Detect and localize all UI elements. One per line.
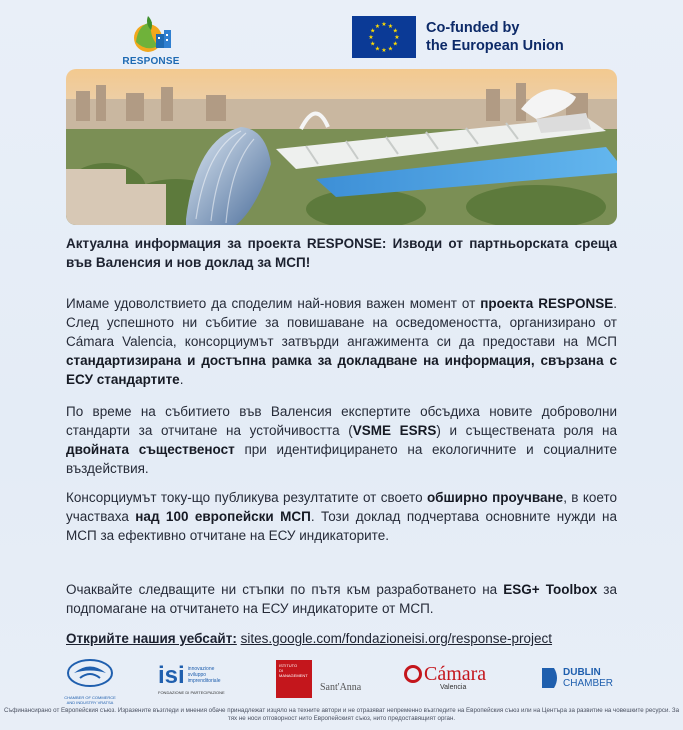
dublin-emblem-icon	[540, 666, 560, 690]
text: ) и съществената роля на	[436, 423, 618, 438]
text: Консорциумът току-що публикува резултатите от своето	[66, 490, 427, 505]
website-line	[66, 629, 626, 648]
eu-star-icon: ★	[392, 41, 398, 48]
eu-star-icon: ★	[370, 28, 376, 35]
santanna-line-2: DI MANAGEMENT	[279, 668, 308, 678]
text: за подпомагане на отчитането на ЕСУ индикаторите от МСП.	[66, 582, 617, 616]
text: . Този доклад подчертава основните нужди на МСП за ефективно отчитане на ЕСУ индикаторите.	[66, 509, 617, 543]
text: Имаме удоволствието да споделим най-новия важен момент от	[66, 296, 481, 311]
isi-line-1: innovazione	[187, 666, 215, 672]
response-logo-word: RESPONSE	[122, 56, 180, 67]
eu-cofunded-badge	[352, 14, 564, 60]
text: , в което участваха	[66, 490, 617, 524]
text: Очаквайте следващите ни стъпки по пътя към разработването на	[66, 582, 504, 597]
bold-text: ESG+ Toolbox	[503, 582, 598, 597]
santanna-red-block	[276, 660, 312, 698]
vratsa-emblem-icon	[64, 658, 116, 688]
partner-logo-vratsa	[64, 658, 116, 704]
article-title: Актуална информация за проекта RESPONSE: Изводи от партньорската среща във Валенсия и нов доклад за МСП!	[66, 236, 617, 270]
eu-star-icon: ★	[387, 46, 394, 53]
vratsa-name: CHAMBER OF COMMERCE AND INDUSTRY VRATSA	[64, 695, 116, 705]
bold-text: VSME ESRS	[352, 423, 437, 438]
hero-image-valencia	[66, 69, 617, 225]
isi-line-3: imprenditoriale	[187, 678, 221, 684]
eu-star-icon: ★	[368, 35, 374, 42]
camara-emblem-icon	[404, 665, 422, 683]
isi-mark: isi	[158, 662, 185, 689]
eu-line-2: the European Union	[426, 38, 564, 54]
bold-text: проекта RESPONSE	[480, 296, 614, 311]
isi-line-4: FONDAZIONE DI PARTECIPAZIONE	[158, 690, 225, 695]
dublin-line-2: CHAMBER	[563, 678, 614, 689]
eu-star-icon: ★	[392, 28, 398, 35]
response-logo	[118, 12, 184, 70]
website-link[interactable]: sites.google.com/fondazioneisi.org/response-project	[240, 631, 553, 646]
eu-star-icon: ★	[381, 48, 387, 55]
text: .	[179, 372, 184, 387]
camara-city: Valencia	[440, 684, 467, 691]
partner-logos	[0, 658, 683, 704]
header	[0, 10, 683, 70]
bold-text: обширно проучване	[426, 490, 564, 505]
camara-name: Cámara	[424, 663, 487, 685]
eu-flag-icon	[352, 16, 416, 58]
partner-logo-isi	[158, 658, 238, 704]
eu-star-icon: ★	[374, 23, 381, 30]
isi-line-2: sviluppo	[187, 672, 207, 678]
text: при идентифицирането на екологичните и социалните въздействия.	[66, 442, 617, 476]
paragraph-intro	[66, 294, 617, 389]
text: По време на събитието във Валенсия експертите обсъдиха новите доброволни стандарти за отчитане на устойчивостта (	[66, 404, 617, 438]
eu-line-1: Co-funded by	[426, 20, 520, 36]
bold-text: двойната същественост	[66, 442, 235, 457]
eu-star-icon: ★	[387, 23, 394, 30]
partner-logo-dublin	[540, 658, 624, 704]
website-label: Открийте нашия уебсайт:	[66, 631, 237, 646]
partner-logo-camara	[404, 658, 496, 704]
footer-disclaimer: Съфинансирано от Европейския съюз. Изразените възгледи и мнения обаче принадлежат изцяло на техните автори и не отразяват непременно възгледите на Европейския съюз или на Центъра за развитие на човешките ресурси. За тях не носи отговорност нито Европейският съюз, нито предоставящият орган.	[3, 707, 680, 722]
text: . След успешното ни събитие за повишаване на осведомеността, организирано от Cámara Valencia, консорциумът затвърди ангажимента си да предостави на МСП	[66, 296, 617, 349]
eu-cofunded-text	[426, 19, 564, 55]
partner-logo-santanna	[276, 658, 366, 704]
paragraph-next-steps	[66, 580, 617, 618]
santanna-name: Sant'Anna	[320, 682, 362, 693]
paragraph-event	[66, 402, 617, 478]
eu-star-icon: ★	[381, 22, 387, 29]
eu-star-icon: ★	[370, 41, 376, 48]
eu-star-icon: ★	[394, 35, 400, 42]
paragraph-survey	[66, 488, 617, 545]
bold-text: стандартизирана и достъпна рамка за докладване на информация, свързана с ЕСУ стандартите	[66, 353, 617, 387]
santanna-line-1: ISTITUTO	[279, 663, 298, 668]
response-logo-icon	[118, 12, 184, 56]
bold-text: над 100 европейски МСП	[135, 509, 311, 524]
eu-star-icon: ★	[374, 46, 381, 53]
dublin-line-1: DUBLIN	[563, 667, 601, 678]
